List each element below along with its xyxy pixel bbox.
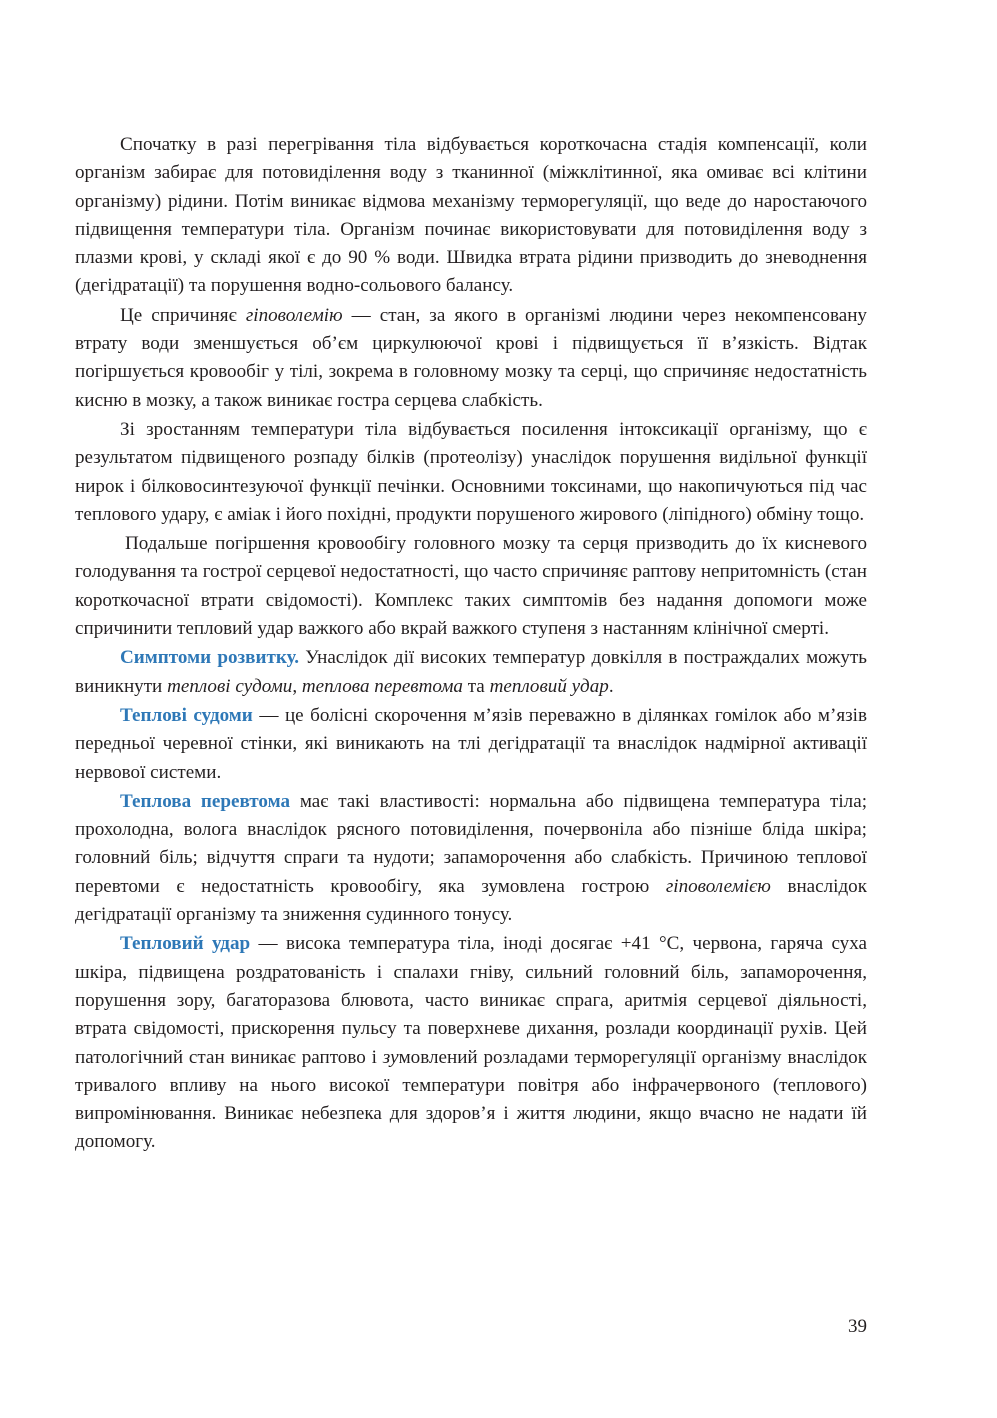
text-run: Подальше погіршення кровообігу головного мозку та серця призводить до їх кисневого голодування та гострої серцевої недостатності, що часто спричиняє раптову непритомність (стан короткочасної втрати свідомості). Комплекс таких симптомів без надання допомоги може спричинити тепловий удар важкого або вкрай важкого ступеня з настанням клінічної смерті. [75, 533, 867, 640]
paragraph [75, 930, 867, 1156]
page-number: 39 [848, 1316, 867, 1337]
page-body [75, 131, 867, 1158]
text-run: — стан, за якого в організмі людини через некомпенсовану втрату води зменшується об’єм циркулюючої крові і підвищується її в’язкість. Відтак погіршується кровообіг у тілі, зокрема в головному мозку та серці, що спричиняє недостатність кисню в мозку, а також виникає гостра серцева слабкість. [75, 304, 867, 411]
paragraph [75, 416, 867, 529]
text-run: Це спричиняє [120, 304, 246, 326]
text-run: . [608, 675, 614, 697]
term-heading: Теплова перевтома [120, 790, 291, 812]
text-run: Унаслідок дії високих температур довкілля в постраждалих можуть виникнути [75, 647, 868, 697]
paragraph [75, 644, 867, 701]
text-run: , [292, 675, 302, 697]
text-run: — це болісні скорочення м’язів переважно в ділянках гомілок або м’язів передньої черевної стінки, які виникають на тлі дегідратації та внаслідок надмірної активації нервової системи. [75, 704, 868, 783]
text-run: має такі властивості: нормальна або підвищена температура тіла; прохолодна, волога внаслідок рясного потовиділення, почервоніла або пізніше бліда шкіра; головний біль; відчуття спраги та нудоти; запаморочення або слабкість. Причиною теплової перевтоми є недостатність кровообігу, яка зумовлена гострою [75, 790, 867, 897]
term-heading: Симптоми розвитку. [120, 647, 300, 669]
paragraph [75, 702, 867, 787]
term-heading: Тепловий удар [120, 933, 251, 955]
paragraph [75, 302, 867, 415]
italic-term: гіповолемією [665, 875, 771, 897]
text-run: внаслідок дегідратації організму та зниження судинного тонусу. [75, 875, 868, 926]
text-run: Зі зростанням температури тіла відбувається посилення інтоксикації організму, що є результатом підвищеного розпаду білків (протеолізу) унаслідок порушення видільної функції нирок і білковосинтезуючої функції печінки. Основними токсинами, що накопичуються під час теплового удару, є аміак і його похідні, продукти порушеного жирового (ліпідного) обміну тощо. [75, 418, 867, 525]
term-heading: Теплові судоми [120, 704, 253, 726]
italic-term: гіповолемію [245, 304, 343, 326]
paragraph [75, 530, 867, 643]
italic-term: зу [382, 1046, 399, 1068]
text-run: та [462, 675, 490, 697]
text-run: — висока температура тіла, іноді досягає +41 °С, червона, гаряча суха шкіра, підвищена роздратованість і спалахи гніву, сильний головний біль, запаморочення, порушення зору, багаторазова блювота, часто виникає спрага, аритмія серцевої діяльності, втрата свідомості, прискорення пульсу та поверхневе дихання, розлади координації рухів. Цей патологічний стан виникає раптово і [75, 933, 867, 1068]
text-run: Спочатку в разі перегрівання тіла відбувається короткочасна стадія компенсації, коли організм забирає для потовиділення воду з тканинної (міжклітинної, яка омиває всі клітини організму) рідини. Потім виникає відмова механізму терморегуляції, що веде до наростаючого підвищення температури тіла. Організм починає використовувати для потовиділення воду з плазми крові, у складі якої є до 90 % води. Швидка втрата рідини призводить до зневоднення (дегідратації) та порушення водно-сольового балансу. [75, 134, 867, 297]
italic-term: теплова перевтома [301, 675, 463, 697]
text-run: мовлений розладами терморегуляції організму внаслідок тривалого впливу на нього високої температури повітря або інфрачервоного (теплового) випромінювання. Виникає небезпека для здоров’я і життя людини, якщо вчасно не надати їй допомогу. [75, 1046, 867, 1153]
italic-term: тепловий удар [489, 675, 609, 697]
paragraph [75, 131, 867, 301]
paragraph [75, 788, 867, 929]
italic-term: теплові судоми [167, 675, 293, 697]
